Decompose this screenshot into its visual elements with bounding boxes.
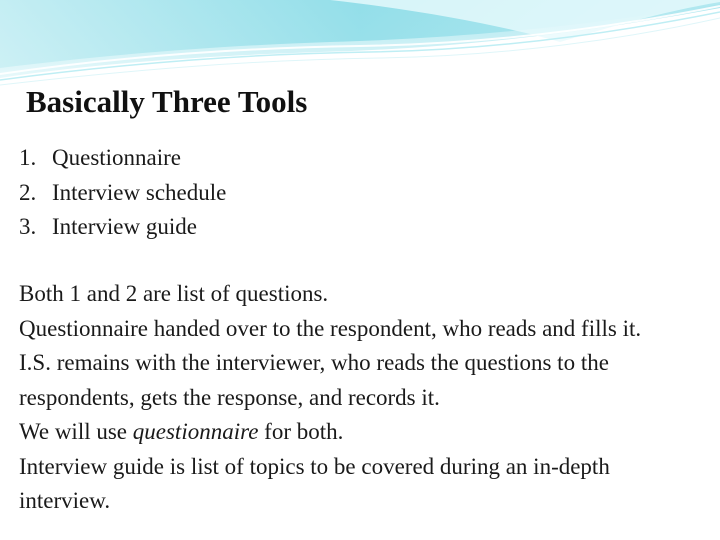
body-line: Interview guide is list of topics to be covered during an in-depth: [19, 453, 610, 479]
list-item-label: Questionnaire: [52, 145, 182, 170]
body-line: Both 1 and 2 are list of questions.: [19, 281, 329, 306]
body-line: interview.: [19, 488, 111, 513]
body-line-text: We will use: [19, 419, 133, 444]
list-item-number: 3.: [19, 214, 37, 239]
body-emphasis: questionnaire: [132, 419, 259, 444]
body-line-text: for both.: [258, 419, 344, 444]
body-line: Questionnaire handed over to the respondent, who reads and fills it.: [19, 315, 642, 341]
tools-list: [19, 141, 226, 245]
body-line: respondents, gets the response, and records it.: [19, 384, 440, 410]
body-line: I.S. remains with the interviewer, who reads the questions to the: [19, 350, 609, 375]
list-item-label: Interview guide: [52, 214, 197, 239]
body-line: [19, 415, 720, 450]
list-item: [19, 141, 226, 176]
list-item-number: 1.: [19, 145, 37, 170]
list-item: [19, 176, 226, 211]
header-wave-banner: [0, 0, 720, 90]
list-item: [19, 210, 226, 245]
list-item-label: Interview schedule: [52, 179, 227, 205]
list-item-number: 2.: [19, 179, 37, 205]
slide-title: Basically Three Tools: [26, 84, 308, 119]
slide-body-text: [19, 277, 720, 519]
